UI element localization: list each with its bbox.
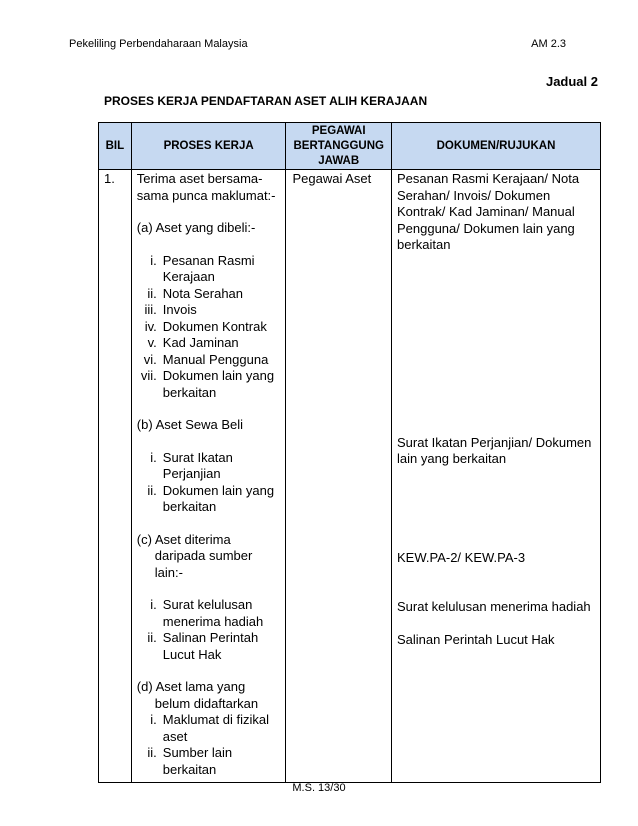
dokumen-c-item: Salinan Perintah Lucut Hak [396,631,555,647]
row-proses-kerja [131,170,286,783]
dokumen-c-item: Surat kelulusan menerima hadiah [396,599,591,614]
list-item: iv. Dokumen Kontrak [144,318,267,334]
row-dokumen [391,170,600,783]
list-item: ii. Sumber lain berkaitan [147,745,233,777]
header-bil: BIL [99,123,132,170]
header-dokumen: DOKUMEN/RUJUKAN [391,123,600,170]
section-a-list [137,253,282,402]
list-item: ii. Nota Serahan [147,285,244,301]
list-item: v. Kad Jaminan [147,335,239,350]
section-b-heading: (b) Aset Sewa Beli [136,417,243,432]
list-item: i. Pesanan Rasmi Kerajaan [150,252,255,284]
section-d-list [137,712,282,778]
page-title: PROSES KERJA PENDAFTARAN ASET ALIH KERAJAAN [104,94,428,108]
list-item: ii. Dokumen lain yang berkaitan [147,482,275,514]
header-pegawai: PEGAWAI BERTANGGUNG JAWAB [286,123,392,170]
list-item: i. Surat kelulusan menerima hadiah [150,597,264,629]
proses-intro: Terima aset bersama-sama punca maklumat:- [136,171,276,203]
list-item: ii. Salinan Perintah Lucut Hak [147,630,259,662]
table-header-row [99,123,601,170]
list-item: i. Maklumat di fizikal aset [150,712,269,744]
page-number: M.S. 13/30 [292,782,346,794]
row-pegawai: Pegawai Aset [286,170,392,783]
document-header-left: Pekeliling Perbendaharaan Malaysia [69,38,248,50]
list-item: i. Surat Ikatan Perjanjian [150,449,233,481]
section-a-heading: (a) Aset yang dibeli:- [136,220,256,235]
table-row [99,170,601,783]
section-b-list [137,450,282,516]
list-item: vi. Manual Pengguna [143,351,269,367]
list-item: vii. Dokumen lain yang berkaitan [140,368,275,400]
section-c-list [137,597,282,663]
section-c-heading: (c) Aset diterima daripada sumber lain:- [136,531,253,580]
jadual-label: Jadual 2 [545,74,598,89]
document-header-right: AM 2.3 [531,38,566,50]
process-table [98,122,601,783]
dokumen-c: KEW.PA-2/ KEW.PA-3 [396,549,526,565]
list-item: iii. Invois [144,302,197,317]
section-d-heading: (d) Aset lama yang belum didaftarkan [136,679,259,711]
header-proses-kerja: PROSES KERJA [131,123,286,170]
row-bil: 1. [99,170,132,783]
dokumen-b: Surat Ikatan Perjanjian/ Dokumen lain yang berkaitan [396,434,592,466]
dokumen-a: Pesanan Rasmi Kerajaan/ Nota Serahan/ Invois/ Dokumen Kontrak/ Kad Jaminan/ Manual Pengguna/ Dokumen lain yang berkaitan [396,171,580,252]
